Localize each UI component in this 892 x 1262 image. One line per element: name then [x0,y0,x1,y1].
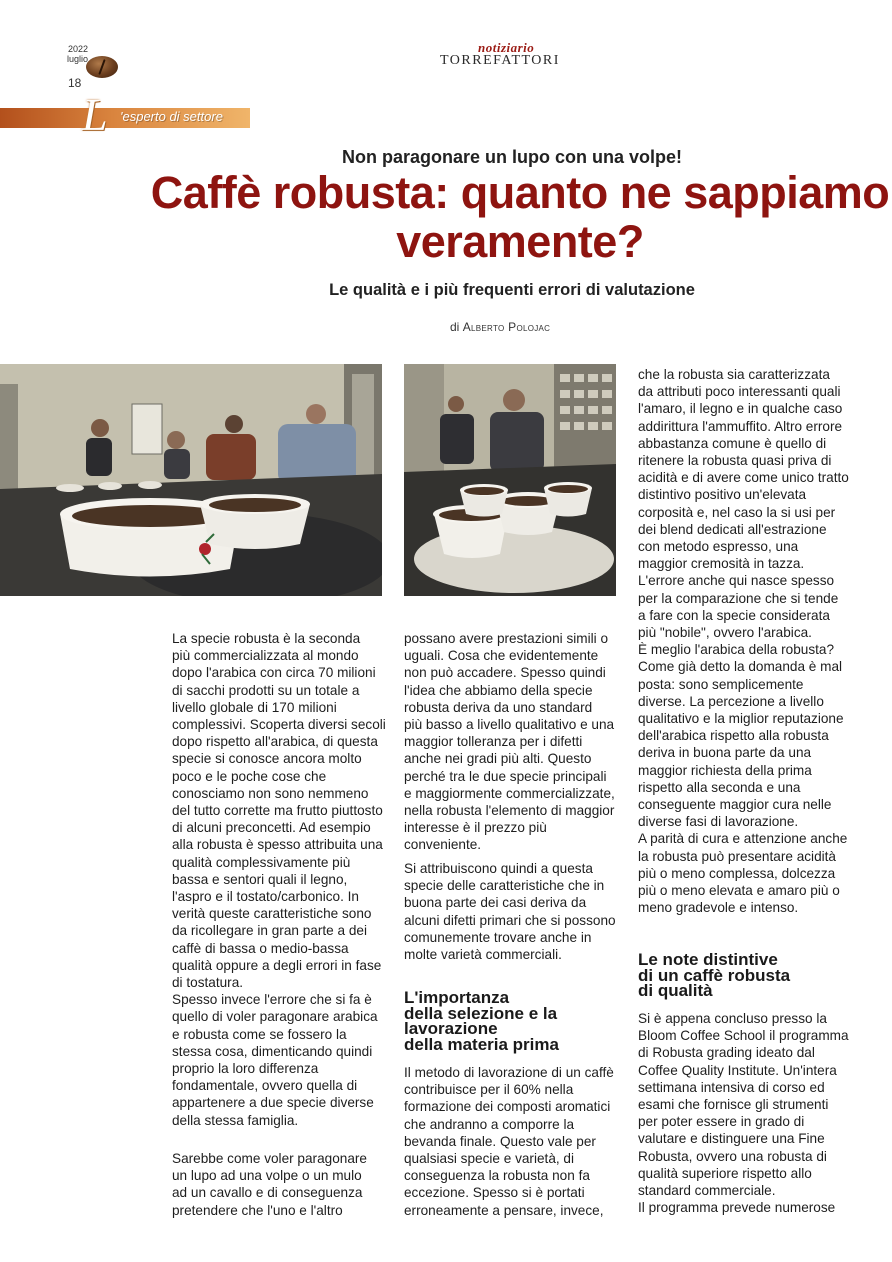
masthead-main: TORREFATTORI [440,53,560,68]
issue-year: 2022 [67,44,88,54]
column-3-paragraph-1: che la robusta sia caratterizzata da attributi poco interessanti quali l'amaro, il legno e in qualche caso addirittura l'ammuffito. Altro errore abbastanza comune è quello di ritenere la robusta quasi priva di acidità e di avere come unico tratto distintivo positivo un'elevata corposità e, nel caso la si usi per dei blend dedicati all'estrazione con metodo espresso, una maggior cremosità in tazza. L'errore anche qui nasce spesso per la comparazione che si tende a fare con la specie considerata più "nobile", ovvero l'arabica. È meglio l'arabica della robusta? Come già detto la domanda è mal posta: sono semplicemente diverse. La percezione a livello qualitativo e la miglior reputazione dell'arabica rispetto alla robusta deriva in buona parte da una maggior richiesta della prima rispetto alla seconda e una conseguente maggior cura nelle diverse fasi di lavorazione. A parità di cura e attenzione anche la robusta può presentare acidità più o meno complessa, dolcezza più o meno elevata e amaro più o meno gradevole e intenso. [638,367,849,916]
column-3-paragraph-2: Si è appena concluso presso la Bloom Coffee School il programma di Robusta grading ideato dal Coffee Quality Institute. Un'intera settimana intensiva di corso ed esami che fornisce gli strumenti per poter essere in grado di valutare e distinguere una Fine Robusta, ovvero una robusta di qualità superiore rispetto allo standard commerciale. Il programma prevede numerose [638,1011,849,1216]
article-title: Caffè robusta: quanto ne sappiamo veramente? [150,167,890,267]
column-1-paragraph-1: La specie robusta è la seconda più commercializzata al mondo dopo l'arabica con circa 70 milioni di sacchi prodotti su un totale a livello globale di 170 milioni complessivi. Scoperta diversi secoli dopo rispetto all'arabica, di questa specie si conosce ancora molto poco e le poche cose che conosciamo non sono nemmeno del tutto corrette ma frutto piuttosto di alcuni preconcetti. Ad esempio alla robusta è spesso attribuita una qualità complessivamente più bassa e sentori quali il legno, l'aspro e il tostato/carbonico. In verità queste caratteristiche sono da ricollegare in gran parte a dei caffè di bassa o medio-bassa qualità oppure a degli errori in fase di tostatura. Spesso invece l'errore che si fa è quello di voler paragonare arabica e robusta come se fossero la stessa cosa, dimenticando quindi proprio la loro differenza fondamentale, ovvero quella di appartenere a due specie diverse della stessa famiglia. [172,631,386,1128]
coffee-bean-icon [86,56,118,78]
byline-prefix: di [450,320,460,334]
issue-date [60,44,88,64]
section-heading-importance: L'importanza della selezione e la lavorazione della materia prima [404,988,559,1054]
cupping-scene-right [404,364,616,596]
page-number: 18 [68,76,82,90]
column-2-paragraph-3: Il metodo di lavorazione di un caffè contribuisce per il 60% nella formazione dei composti aromatici che andranno a comporre la bevanda finale. Questo vale per qualsiasi specie e varietà, di conseguenza la robusta non fa eccezione. Spesso si è portati erroneamente a pensare, invece, [404,1065,614,1218]
column-1-paragraph-2: Sarebbe come voler paragonare un lupo ad una volpe o un mulo ad un cavallo e di conseguenza pretendere che l'uno e l'altro [172,1151,367,1218]
article-kicker: Non paragonare un lupo con una volpe! [341,147,682,167]
cupping-photo-right [404,364,616,596]
byline [450,320,550,334]
column-2-paragraph-1: possano avere prestazioni simili o uguali. Cosa che evidentemente non può accadere. Spesso quindi l'idea che abbiamo della specie robusta deriva da uno standard più basso a livello qualitativo e una maggior tolleranza per i difetti anche nei gradi più alti. Questo perché tra le due specie principali e maggiormente commercializzate, nella robusta l'elemento di maggior interesse è il prezzo più conveniente. [404,631,615,853]
column-2-paragraph-2: Si attribuiscono quindi a questa specie delle caratteristiche che in buona parte dei casi deriva da alcuni difetti primari che si possono comunemente trovare anche in molte varietà commerciali. [404,861,616,963]
section-label: 'esperto di settore [120,109,223,124]
masthead-top: notiziario [478,40,535,55]
cupping-photo-left [0,364,382,596]
article-subtitle: Le qualità e i più frequenti errori di valutazione [329,281,695,299]
section-heading-distinctive-notes: Le note distintive di un caffè robusta di qualità [638,950,791,1000]
author-name: Alberto Polojac [462,320,551,334]
section-initial: L [82,89,108,140]
issue-month: luglio [66,54,88,64]
cupping-scene-left [0,364,382,596]
